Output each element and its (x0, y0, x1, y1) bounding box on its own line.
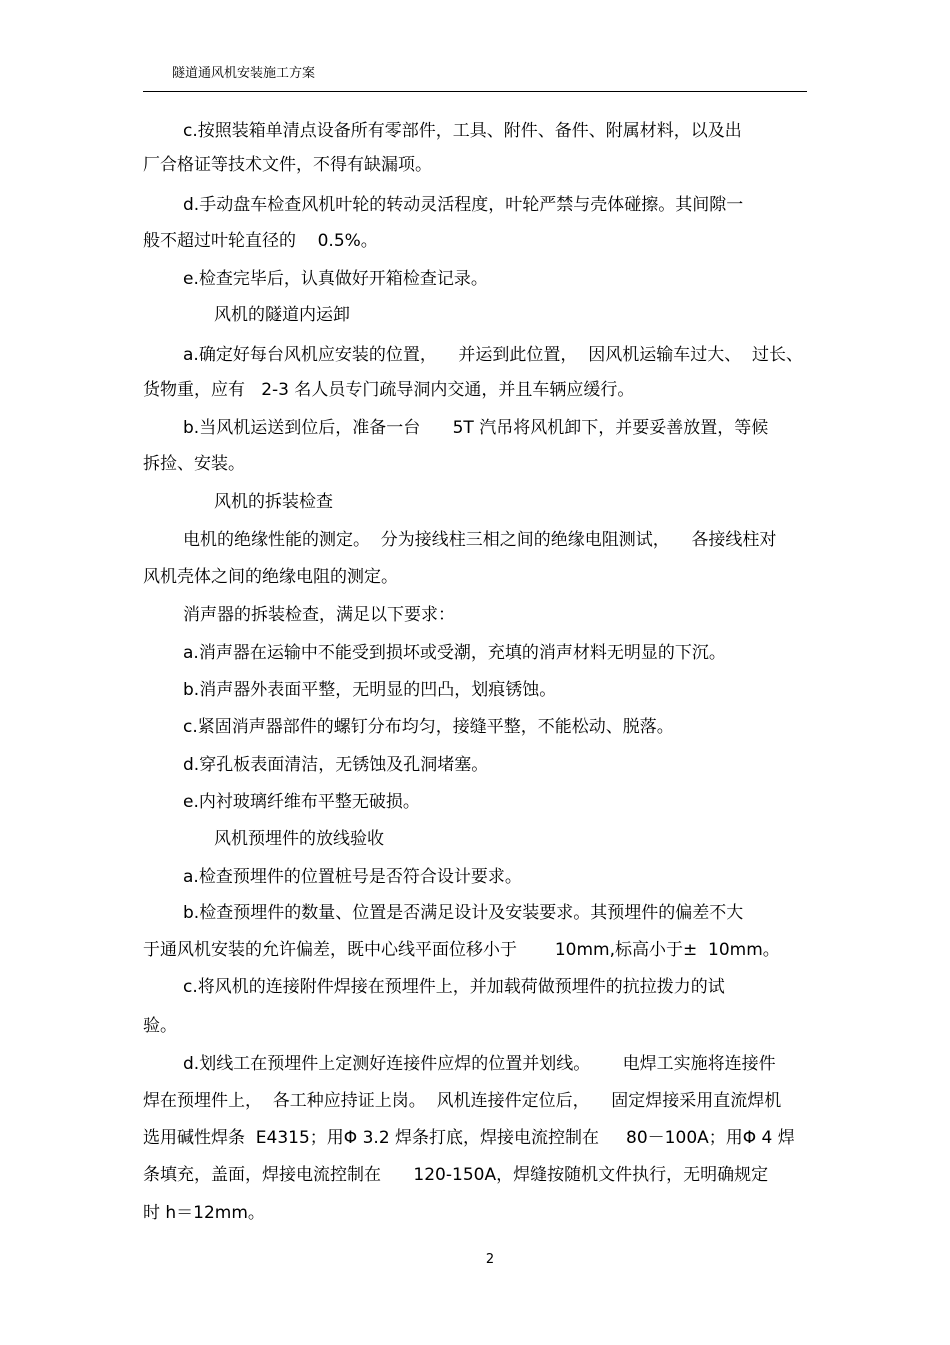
text-line: a.检查预埋件的位置桩号是否符合设计要求。 (183, 867, 522, 887)
section-heading: 风机预埋件的放线验收 (214, 829, 384, 849)
section-heading: 风机的隧道内运卸 (214, 305, 350, 325)
text-line: 条填充，盖面，焊接电流控制在 120-150A，焊缝按随机文件执行，无明确规定 (143, 1165, 769, 1185)
text-line: c.紧固消声器部件的螺钉分布均匀，接缝平整，不能松动、脱落。 (183, 717, 674, 737)
text-line: b.当风机运送到位后，准备一台 5T 汽吊将风机卸下，并要妥善放置，等候 (183, 418, 769, 438)
text-line: 般不超过叶轮直径的 0.5%。 (143, 231, 378, 251)
text-line: 于通风机安装的允许偏差，既中心线平面位移小于 10mm,标高小于± 10mm。 (143, 940, 780, 960)
text-line: 拆捡、安装。 (143, 454, 245, 474)
header-rule (143, 91, 807, 92)
page-number: 2 (485, 1252, 495, 1267)
text-line: 厂合格证等技术文件，不得有缺漏项。 (143, 155, 432, 175)
header-title: 隧道通风机安装施工方案 (172, 66, 316, 81)
text-line: b.检查预埋件的数量、位置是否满足设计及安装要求。其预埋件的偏差不大 (183, 903, 744, 923)
text-line: a.确定好每台风机应安装的位置， 并运到此位置， 因风机运输车过大、 过长、 (183, 345, 804, 365)
text-line: d.划线工在预埋件上定测好连接件应焊的位置并划线。 电焊工实施将连接件 (183, 1054, 776, 1074)
text-line: d.穿孔板表面清洁，无锈蚀及孔洞堵塞。 (183, 755, 489, 775)
text-line: 消声器的拆装检查，满足以下要求： (183, 605, 455, 625)
text-line: e.检查完毕后，认真做好开箱检查记录。 (183, 269, 488, 289)
text-line: 货物重，应有 2-3 名人员专门疏导洞内交通，并且车辆应缓行。 (143, 380, 635, 400)
text-line: b.消声器外表面平整，无明显的凹凸，划痕锈蚀。 (183, 680, 557, 700)
text-line: c.将风机的连接附件焊接在预埋件上，并加载荷做预埋件的抗拉拨力的试 (183, 977, 725, 997)
text-line: a.消声器在运输中不能受到损坏或受潮，充填的消声材料无明显的下沉。 (183, 643, 726, 663)
text-line: 验。 (143, 1016, 177, 1036)
text-line: c.按照装箱单清点设备所有零部件，工具、附件、备件、附属材料，以及出 (183, 121, 742, 141)
text-line: 电机的绝缘性能的测定。 分为接线柱三相之间的绝缘电阻测试， 各接线柱对 (183, 530, 777, 550)
text-line: 时 h＝12mm。 (143, 1203, 265, 1223)
text-line: 选用碱性焊条 E4315；用Φ 3.2 焊条打底，焊接电流控制在 80－100A；用Φ 4 焊 (143, 1128, 795, 1148)
text-line: e.内衬玻璃纤维布平整无破损。 (183, 792, 420, 812)
section-heading: 风机的拆装检查 (214, 492, 333, 512)
text-line: 风机壳体之间的绝缘电阻的测定。 (143, 567, 398, 587)
text-line: d.手动盘车检查风机叶轮的转动灵活程度，叶轮严禁与壳体碰擦。其间隙一 (183, 195, 744, 215)
text-line: 焊在预埋件上， 各工种应持证上岗。 风机连接件定位后， 固定焊接采用直流焊机 (143, 1091, 782, 1111)
